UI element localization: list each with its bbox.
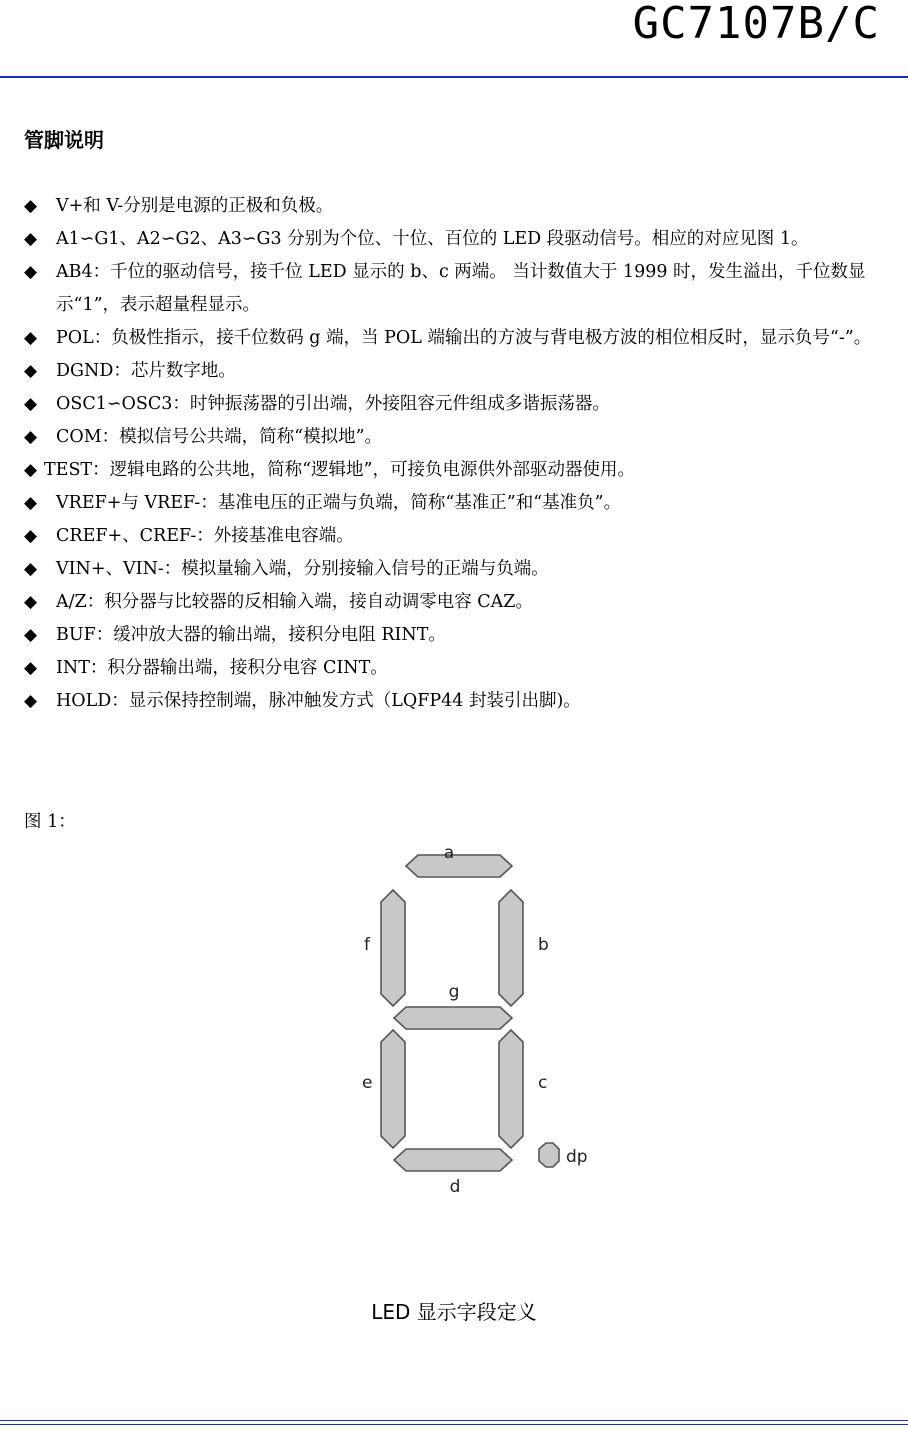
list-item — [24, 454, 890, 487]
pin-text: INT：积分器输出端，接积分电容 CINT。 — [56, 658, 388, 678]
segment-d — [394, 1149, 512, 1171]
segment-g — [394, 1007, 512, 1029]
diamond-bullet-icon: ◆ — [24, 625, 38, 645]
diamond-bullet-icon: ◆ — [24, 427, 38, 447]
diamond-bullet-icon: ◆ — [24, 493, 38, 513]
figure-caption: LED 显示字段定义 — [371, 1300, 537, 1324]
list-item — [24, 388, 890, 421]
segment-c — [499, 1030, 523, 1148]
segment-a — [406, 855, 512, 877]
pin-text: AB4：千位的驱动信号，接千位 LED 显示的 b、c 两端。 当计数值大于 1999 时，发生溢出，千位数显示“1”，表示超量程显示。 — [56, 262, 866, 315]
diamond-bullet-icon: ◆ — [24, 691, 38, 711]
label-d: d — [449, 1177, 461, 1197]
document-title: GC7107B/C — [632, 0, 880, 49]
label-c: c — [538, 1073, 548, 1093]
label-a: a — [443, 843, 455, 863]
list-item — [24, 487, 890, 520]
list-item — [24, 586, 890, 619]
label-g: g — [448, 982, 460, 1002]
segment-f — [381, 890, 405, 1006]
diamond-bullet-icon: ◆ — [24, 526, 38, 546]
list-item — [24, 223, 890, 256]
pin-text: POL：负极性指示，接千位数码 g 端，当 POL 端输出的方波与背电极方波的相位相反时，显示负号“-”。 — [56, 328, 872, 348]
footer-rule — [0, 1420, 908, 1425]
list-item — [24, 652, 890, 685]
figure-label: 图 1： — [24, 812, 76, 832]
pin-text: V+和 V-分别是电源的正极和负极。 — [56, 196, 334, 216]
pin-text: DGND：芯片数字地。 — [56, 361, 236, 381]
header-rule — [0, 76, 908, 78]
diamond-bullet-icon: ◆ — [24, 460, 38, 480]
list-item — [24, 322, 890, 355]
segment-b — [499, 890, 523, 1006]
pin-text: A/Z：积分器与比较器的反相输入端，接自动调零电容 CAZ。 — [56, 592, 533, 612]
diamond-bullet-icon: ◆ — [24, 229, 38, 249]
list-item — [24, 256, 890, 322]
list-item — [24, 619, 890, 652]
diamond-bullet-icon: ◆ — [24, 592, 38, 612]
diamond-bullet-icon: ◆ — [24, 361, 38, 381]
label-e: e — [362, 1073, 373, 1093]
seven-segment-diagram — [350, 838, 600, 1202]
pin-text: OSC1∽OSC3：时钟振荡器的引出端，外接阻容元件组成多谐振荡器。 — [56, 394, 610, 414]
list-item — [24, 553, 890, 586]
pin-text: VIN+、VIN-：模拟量输入端，分别接输入信号的正端与负端。 — [56, 559, 549, 579]
label-f: f — [364, 935, 370, 955]
diamond-bullet-icon: ◆ — [24, 658, 38, 678]
pin-text: VREF+与 VREF-：基准电压的正端与负端，简称“基准正”和“基准负”。 — [56, 493, 622, 513]
list-item — [24, 520, 890, 553]
list-item — [24, 421, 890, 454]
diamond-bullet-icon: ◆ — [24, 196, 38, 216]
pin-text: CREF+、CREF-：外接基准电容端。 — [56, 526, 354, 546]
diamond-bullet-icon: ◆ — [24, 328, 38, 348]
label-b: b — [538, 935, 549, 955]
diamond-bullet-icon: ◆ — [24, 559, 38, 579]
segment-e — [381, 1030, 405, 1148]
label-dp: dp — [566, 1147, 588, 1167]
pin-description-list — [24, 190, 890, 718]
diamond-bullet-icon: ◆ — [24, 262, 38, 282]
section-title: 管脚说明 — [24, 128, 104, 152]
list-item — [24, 190, 890, 223]
diamond-bullet-icon: ◆ — [24, 394, 38, 414]
pin-text: BUF：缓冲放大器的输出端，接积分电阻 RINT。 — [56, 625, 446, 645]
list-item — [24, 355, 890, 388]
pin-text: TEST：逻辑电路的公共地，简称“逻辑地”，可接负电源供外部驱动器使用。 — [44, 460, 635, 480]
pin-text: COM：模拟信号公共端，简称“模拟地”。 — [56, 427, 383, 447]
segment-dp — [539, 1143, 559, 1167]
pin-text: A1∽G1、A2∽G2、A3∽G3 分别为个位、十位、百位的 LED 段驱动信号。相应的对应见图 1。 — [56, 229, 809, 249]
list-item — [24, 685, 890, 718]
pin-text: HOLD：显示保持控制端，脉冲触发方式（LQFP44 封装引出脚)。 — [56, 691, 581, 711]
